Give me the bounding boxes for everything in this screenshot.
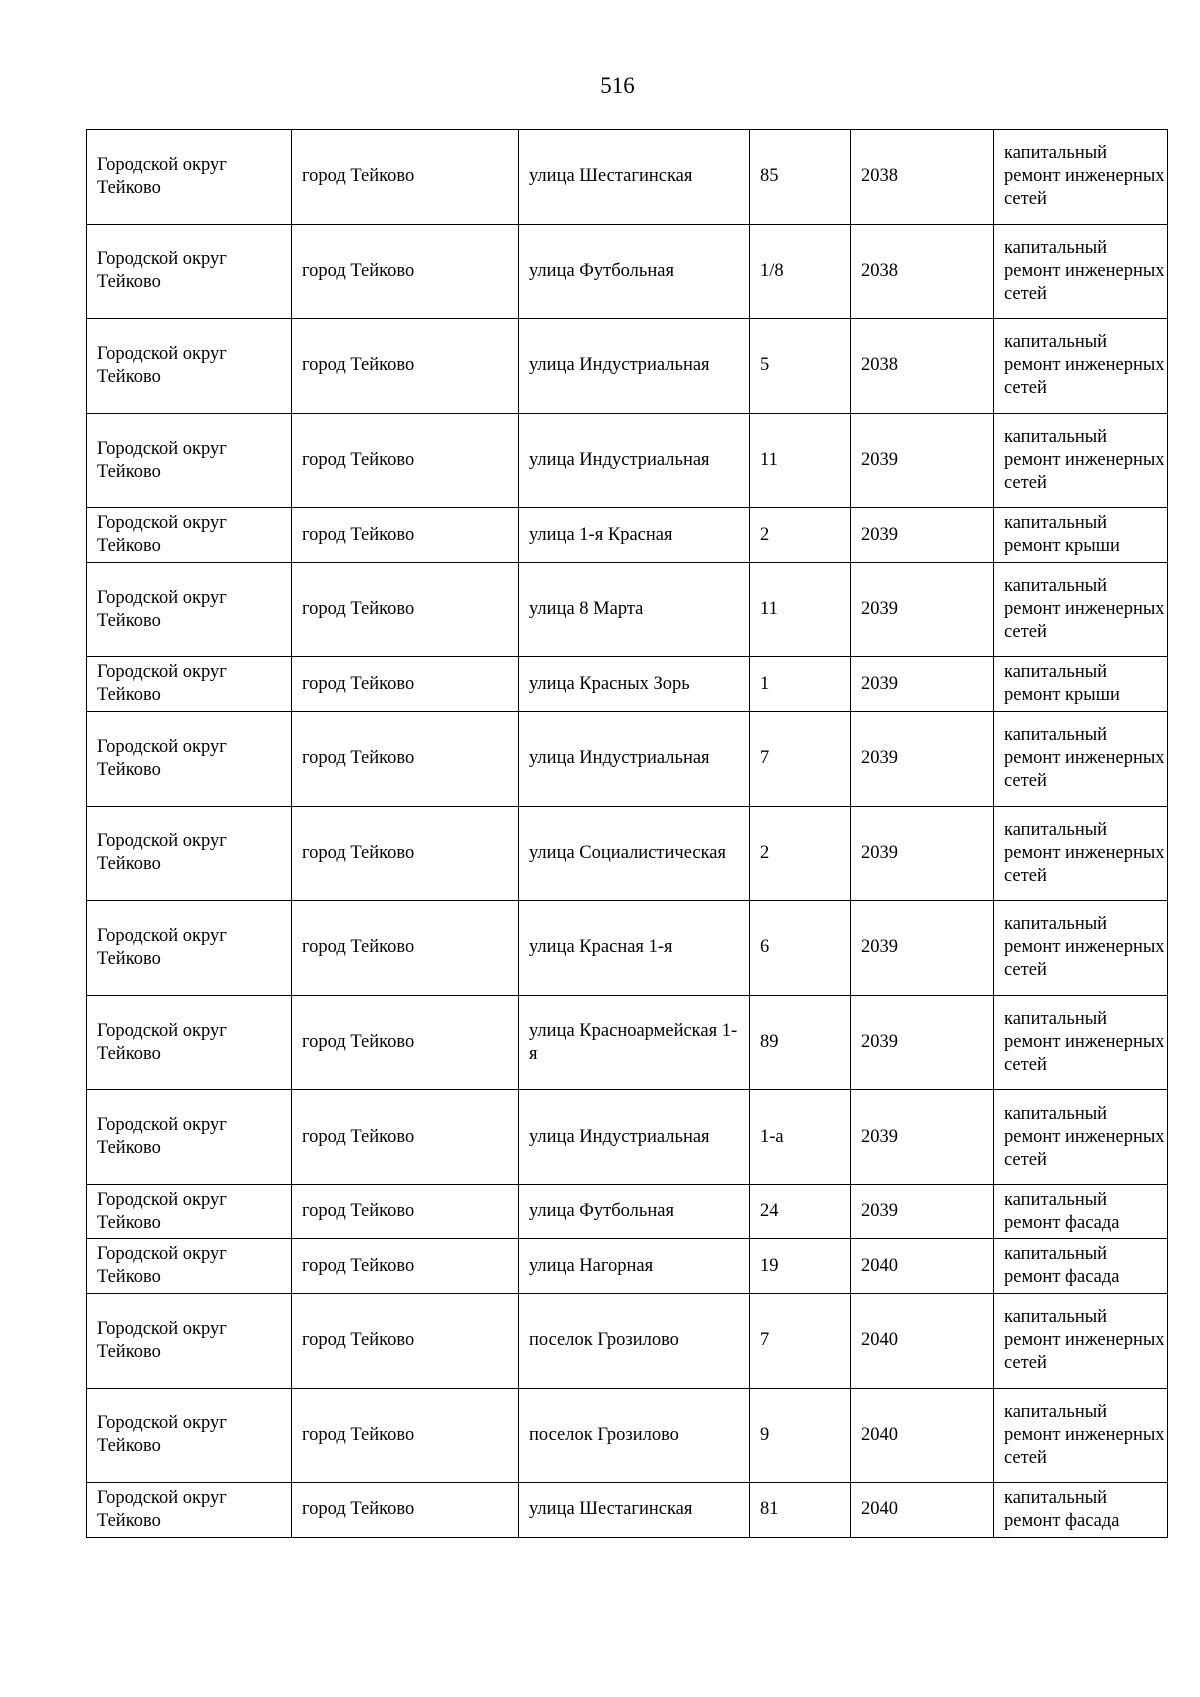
settlement-cell: город Тейково (292, 657, 519, 712)
table-row (87, 711, 1168, 806)
district-cell: Городской округ Тейково (87, 130, 292, 225)
table-row (87, 562, 1168, 657)
page-number: 516 (600, 73, 635, 98)
settlement-cell: город Тейково (292, 1483, 519, 1538)
year-cell: 2039 (851, 413, 994, 508)
work-type-cell: капитальный ремонт инженерных сетей (994, 319, 1168, 414)
district-cell: Городской округ Тейково (87, 711, 292, 806)
house-number-cell: 89 (750, 995, 851, 1090)
year-cell: 2040 (851, 1483, 994, 1538)
table-row (87, 319, 1168, 414)
table-row (87, 901, 1168, 996)
house-number-cell: 11 (750, 562, 851, 657)
work-type-cell: капитальный ремонт инженерных сетей (994, 224, 1168, 319)
year-cell: 2040 (851, 1239, 994, 1294)
table-body (87, 130, 1168, 1538)
street-cell: улица Шестагинская (519, 130, 750, 225)
district-cell: Городской округ Тейково (87, 508, 292, 563)
year-cell: 2038 (851, 130, 994, 225)
year-cell: 2039 (851, 995, 994, 1090)
street-cell: улица 1-я Красная (519, 508, 750, 563)
house-number-cell: 7 (750, 711, 851, 806)
street-cell: улица Красная 1-я (519, 901, 750, 996)
district-cell: Городской округ Тейково (87, 1388, 292, 1483)
year-cell: 2040 (851, 1293, 994, 1388)
district-cell: Городской округ Тейково (87, 1293, 292, 1388)
work-type-cell: капитальный ремонт инженерных сетей (994, 1090, 1168, 1185)
district-cell: Городской округ Тейково (87, 1239, 292, 1294)
street-cell: улица Красноармейская 1-я (519, 995, 750, 1090)
settlement-cell: город Тейково (292, 224, 519, 319)
district-cell: Городской округ Тейково (87, 224, 292, 319)
street-cell: улица Нагорная (519, 1239, 750, 1294)
year-cell: 2040 (851, 1388, 994, 1483)
work-type-cell: капитальный ремонт инженерных сетей (994, 413, 1168, 508)
housing-repair-table (86, 129, 1168, 1538)
year-cell: 2038 (851, 224, 994, 319)
district-cell: Городской округ Тейково (87, 1184, 292, 1239)
district-cell: Городской округ Тейково (87, 1090, 292, 1185)
work-type-cell: капитальный ремонт инженерных сетей (994, 711, 1168, 806)
house-number-cell: 85 (750, 130, 851, 225)
settlement-cell: город Тейково (292, 508, 519, 563)
settlement-cell: город Тейково (292, 319, 519, 414)
work-type-cell: капитальный ремонт инженерных сетей (994, 806, 1168, 901)
table-row (87, 1483, 1168, 1538)
table-row (87, 1090, 1168, 1185)
year-cell: 2039 (851, 711, 994, 806)
house-number-cell: 1 (750, 657, 851, 712)
district-cell: Городской округ Тейково (87, 562, 292, 657)
house-number-cell: 2 (750, 806, 851, 901)
street-cell: улица Индустриальная (519, 413, 750, 508)
house-number-cell: 81 (750, 1483, 851, 1538)
street-cell: улица Шестагинская (519, 1483, 750, 1538)
settlement-cell: город Тейково (292, 1239, 519, 1294)
street-cell: улица Индустриальная (519, 1090, 750, 1185)
table-row (87, 130, 1168, 225)
work-type-cell: капитальный ремонт инженерных сетей (994, 130, 1168, 225)
street-cell: улица Индустриальная (519, 711, 750, 806)
year-cell: 2039 (851, 901, 994, 996)
work-type-cell: капитальный ремонт фасада (994, 1239, 1168, 1294)
street-cell: поселок Грозилово (519, 1293, 750, 1388)
work-type-cell: капитальный ремонт фасада (994, 1184, 1168, 1239)
house-number-cell: 9 (750, 1388, 851, 1483)
settlement-cell: город Тейково (292, 130, 519, 225)
settlement-cell: город Тейково (292, 995, 519, 1090)
district-cell: Городской округ Тейково (87, 901, 292, 996)
table-row (87, 1388, 1168, 1483)
work-type-cell: капитальный ремонт инженерных сетей (994, 562, 1168, 657)
district-cell: Городской округ Тейково (87, 413, 292, 508)
year-cell: 2039 (851, 657, 994, 712)
street-cell: улица Красных Зорь (519, 657, 750, 712)
year-cell: 2039 (851, 806, 994, 901)
house-number-cell: 19 (750, 1239, 851, 1294)
house-number-cell: 1/8 (750, 224, 851, 319)
table-row (87, 413, 1168, 508)
street-cell: улица Индустриальная (519, 319, 750, 414)
district-cell: Городской округ Тейково (87, 806, 292, 901)
work-type-cell: капитальный ремонт инженерных сетей (994, 1293, 1168, 1388)
street-cell: улица Социалистическая (519, 806, 750, 901)
work-type-cell: капитальный ремонт крыши (994, 508, 1168, 563)
district-cell: Городской округ Тейково (87, 1483, 292, 1538)
table-row (87, 657, 1168, 712)
table-row (87, 1239, 1168, 1294)
house-number-cell: 24 (750, 1184, 851, 1239)
table-row (87, 1293, 1168, 1388)
street-cell: улица Футбольная (519, 1184, 750, 1239)
district-cell: Городской округ Тейково (87, 995, 292, 1090)
house-number-cell: 6 (750, 901, 851, 996)
settlement-cell: город Тейково (292, 562, 519, 657)
house-number-cell: 11 (750, 413, 851, 508)
house-number-cell: 1-а (750, 1090, 851, 1185)
street-cell: поселок Грозилово (519, 1388, 750, 1483)
year-cell: 2039 (851, 1184, 994, 1239)
settlement-cell: город Тейково (292, 1184, 519, 1239)
work-type-cell: капитальный ремонт крыши (994, 657, 1168, 712)
settlement-cell: город Тейково (292, 711, 519, 806)
table-row (87, 995, 1168, 1090)
settlement-cell: город Тейково (292, 1090, 519, 1185)
settlement-cell: город Тейково (292, 1388, 519, 1483)
settlement-cell: город Тейково (292, 806, 519, 901)
year-cell: 2039 (851, 1090, 994, 1185)
table-row (87, 806, 1168, 901)
house-number-cell: 2 (750, 508, 851, 563)
year-cell: 2038 (851, 319, 994, 414)
year-cell: 2039 (851, 508, 994, 563)
work-type-cell: капитальный ремонт инженерных сетей (994, 901, 1168, 996)
settlement-cell: город Тейково (292, 1293, 519, 1388)
street-cell: улица 8 Марта (519, 562, 750, 657)
district-cell: Городской округ Тейково (87, 657, 292, 712)
year-cell: 2039 (851, 562, 994, 657)
work-type-cell: капитальный ремонт инженерных сетей (994, 1388, 1168, 1483)
table-row (87, 224, 1168, 319)
table-row (87, 508, 1168, 563)
work-type-cell: капитальный ремонт фасада (994, 1483, 1168, 1538)
table-row (87, 1184, 1168, 1239)
house-number-cell: 5 (750, 319, 851, 414)
street-cell: улица Футбольная (519, 224, 750, 319)
house-number-cell: 7 (750, 1293, 851, 1388)
settlement-cell: город Тейково (292, 413, 519, 508)
work-type-cell: капитальный ремонт инженерных сетей (994, 995, 1168, 1090)
settlement-cell: город Тейково (292, 901, 519, 996)
district-cell: Городской округ Тейково (87, 319, 292, 414)
